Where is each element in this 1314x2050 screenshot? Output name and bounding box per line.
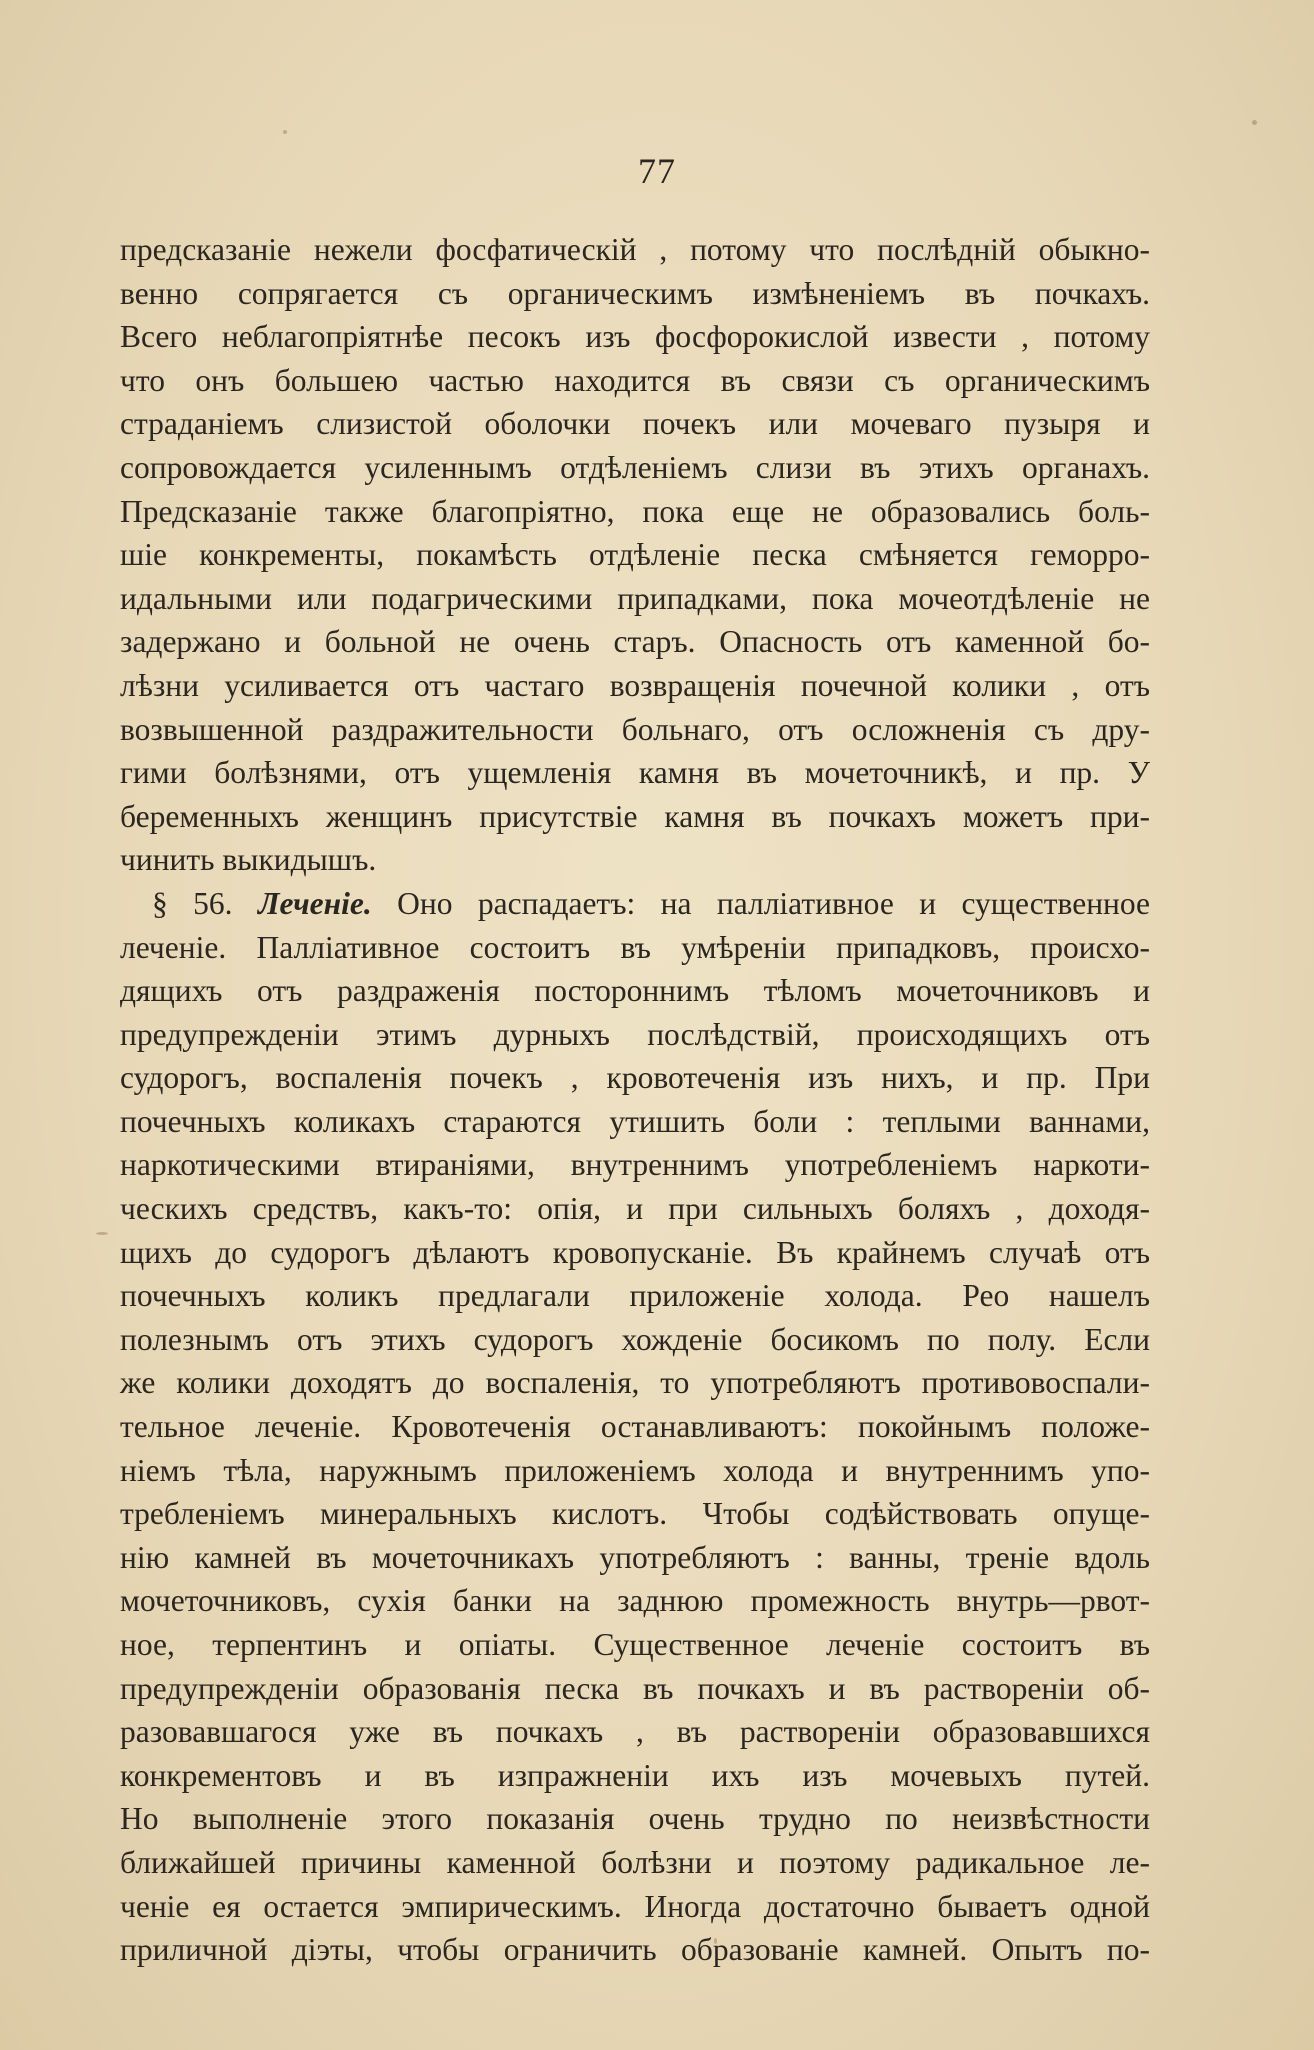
text-line: ное, терпентинъ и опіаты. Существенное леченіе состоитъ въ xyxy=(120,1627,1150,1662)
paper-speck xyxy=(1252,120,1257,125)
text-line: же колики доходятъ до воспаленія, то употребляютъ противовоспали- xyxy=(120,1365,1150,1401)
text-line: беременныхъ женщинъ присутствіе камня въ почкахъ можетъ при- xyxy=(120,798,1150,834)
section-first-line xyxy=(120,882,1150,926)
text-line: возвышенной раздражительности больнаго, отъ осложненія съ дру- xyxy=(120,711,1150,747)
text-line: леченіе. Палліативное состоитъ въ умѣреніи припадковъ, происхо- xyxy=(120,929,1150,965)
text-line: мочеточниковъ, сухія банки на заднюю промежность внутрь—рвот- xyxy=(120,1583,1150,1619)
text-line: предупрежденіи этимъ дурныхъ послѣдствій, происходящихъ отъ xyxy=(120,1016,1150,1052)
text-line: задержано и больной не очень старъ. Опасность отъ каменной бо- xyxy=(120,624,1150,660)
body-text xyxy=(120,228,1150,1972)
text-line: идальными или подагрическими припадками, пока мочеотдѣленіе не xyxy=(120,580,1150,616)
text-line: лѣзни усиливается отъ частаго возвращенія почечной колики , отъ xyxy=(120,667,1150,703)
paper-speck xyxy=(283,130,287,134)
text-line: щихъ до судорогъ дѣлаютъ кровопусканіе. Въ крайнемъ случаѣ отъ xyxy=(120,1234,1150,1270)
text-line: дящихъ отъ раздраженія постороннимъ тѣломъ мочеточниковъ и xyxy=(120,973,1150,1009)
section-first-line-text: Оно распадаетъ: на палліативное и существенное xyxy=(397,885,1151,921)
text-line: Всего неблагопріятнѣе песокъ изъ фосфорокислой извести , потому xyxy=(120,319,1150,355)
text-line: приличной діэты, чтобы ограничить образованіе камней. Опытъ по- xyxy=(120,1932,1150,1968)
text-line: полезнымъ отъ этихъ судорогъ хожденіе босикомъ по полу. Если xyxy=(120,1321,1150,1357)
text-line: Но выполненіе этого показанія очень трудно по неизвѣстности xyxy=(120,1801,1150,1837)
text-line: ближайшей причины каменной болѣзни и поэтому радикальное ле- xyxy=(120,1844,1150,1880)
text-line: наркотическими втираніями, внутреннимъ употребленіемъ наркоти- xyxy=(120,1147,1150,1183)
text-line: предупрежденіи образованія песка въ почкахъ и въ раствореніи об- xyxy=(120,1670,1150,1706)
text-line: ческихъ средствъ, какъ-то: опія, и при сильныхъ боляхъ , доходя- xyxy=(120,1191,1150,1227)
section-number: § 56. xyxy=(152,885,233,921)
paper-speck xyxy=(96,1232,108,1235)
text-line: нію камней въ мочеточникахъ употребляютъ : ванны, треніе вдоль xyxy=(120,1539,1150,1575)
text-line: что онъ большею частью находится въ связи съ органическимъ xyxy=(120,362,1150,398)
paper-speck xyxy=(714,1938,717,1944)
text-line: гими болѣзнями, отъ ущемленія камня въ мочеточникѣ, и пр. У xyxy=(120,755,1150,791)
text-line: Предсказаніе также благопріятно, пока еще не образовались боль- xyxy=(120,493,1150,529)
text-line: разовавшагося уже въ почкахъ , въ раствореніи образовавшихся xyxy=(120,1714,1150,1750)
text-line: ніемъ тѣла, наружнымъ приложеніемъ холода и внутреннимъ упо- xyxy=(120,1452,1150,1488)
text-line: страданіемъ слизистой оболочки почекъ или мочеваго пузыря и xyxy=(120,406,1150,442)
text-line: венно сопрягается съ органическимъ измѣненіемъ въ почкахъ. xyxy=(120,275,1150,311)
text-line: чинить выкидышъ. xyxy=(120,842,377,878)
text-line: предсказаніе нежели фосфатическій , потому что послѣдній обыкно- xyxy=(120,232,1150,267)
text-line: ченіе ея остается эмпирическимъ. Иногда достаточно бываетъ одной xyxy=(120,1888,1150,1924)
text-line: судорогъ, воспаленія почекъ , кровотеченія изъ нихъ, и пр. При xyxy=(120,1060,1150,1096)
text-line: тельное леченіе. Кровотеченія останавливаютъ: покойнымъ положе- xyxy=(120,1409,1150,1445)
text-line: сопровождается усиленнымъ отдѣленіемъ слизи въ этихъ органахъ. xyxy=(120,449,1150,485)
text-line: требленіемъ минеральныхъ кислотъ. Чтобы содѣйствовать опуще- xyxy=(120,1496,1150,1532)
text-line: почечныхъ коликахъ стараются утишить боли : теплыми ваннами, xyxy=(120,1103,1150,1139)
text-line: почечныхъ коликъ предлагали приложеніе холода. Рео нашелъ xyxy=(120,1278,1150,1314)
section-heading: Леченіе. xyxy=(257,885,372,921)
text-line: шіе конкременты, покамѣсть отдѣленіе песка смѣняется геморро- xyxy=(120,537,1150,573)
text-line: конкрементовъ и въ изпражненіи ихъ изъ мочевыхъ путей. xyxy=(120,1757,1150,1793)
page-number: 77 xyxy=(638,151,676,191)
